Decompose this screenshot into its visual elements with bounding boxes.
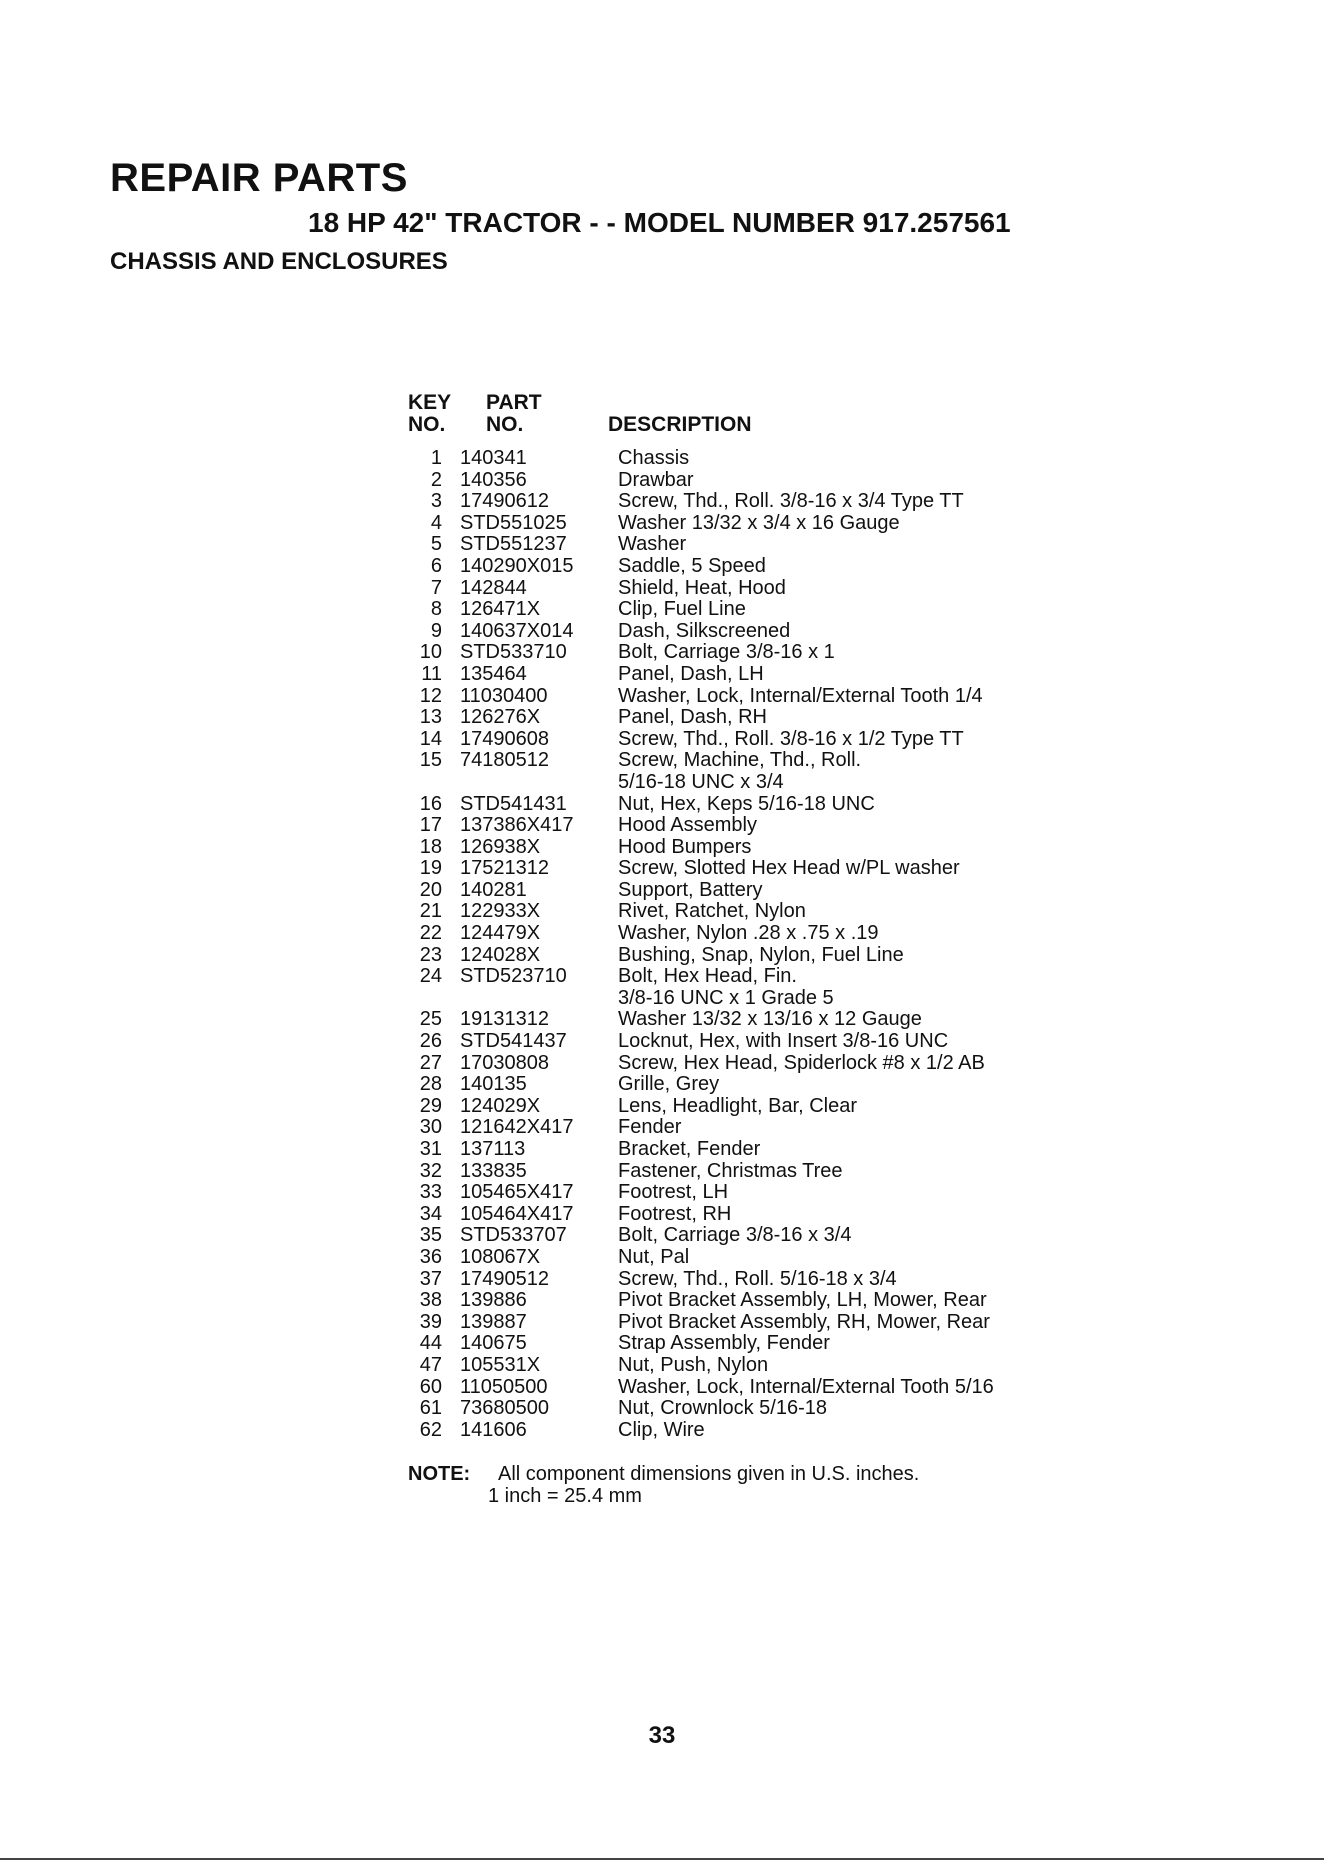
table-row — [408, 1225, 1048, 1247]
key-no-cell: 61 — [419, 1397, 442, 1420]
key-no-cell: 3 — [430, 490, 442, 513]
part-no-cell: STD551237 — [460, 533, 567, 556]
part-no-cell: 11050500 — [460, 1375, 548, 1398]
description-line: Nut, Pal — [618, 1245, 690, 1268]
description-cell — [618, 556, 1048, 578]
description-cell — [618, 513, 1048, 535]
key-no-cell: 20 — [419, 878, 442, 901]
description-cell — [618, 966, 1048, 1009]
table-row — [408, 1377, 1048, 1399]
description-line: Washer 13/32 x 13/16 x 12 Gauge — [618, 1008, 922, 1031]
description-line: Grille, Grey — [618, 1073, 720, 1096]
description-cell — [618, 1269, 1048, 1291]
table-row — [408, 686, 1048, 708]
part-no-cell: 140290X015 — [460, 554, 574, 577]
key-no-cell: 47 — [419, 1353, 442, 1376]
part-no-cell: 17490608 — [460, 727, 549, 750]
description-line: Washer, Lock, Internal/External Tooth 5/16 — [618, 1375, 994, 1398]
part-no-cell: 142844 — [460, 576, 527, 599]
part-no-cell: 137386X417 — [460, 814, 574, 837]
description-line: Drawbar — [618, 468, 694, 491]
part-no-cell: 17490612 — [460, 490, 549, 513]
description-line: Strap Assembly, Fender — [618, 1332, 830, 1355]
key-no-cell: 18 — [419, 835, 442, 858]
description-line: Bolt, Carriage 3/8-16 x 1 — [618, 641, 835, 664]
description-line: Fender — [618, 1116, 682, 1139]
description-line: Support, Battery — [618, 878, 763, 901]
description-cell — [618, 1204, 1048, 1226]
key-no-cell: 16 — [419, 792, 442, 815]
part-no-header — [486, 392, 542, 436]
description-line: Screw, Hex Head, Spiderlock #8 x 1/2 AB — [618, 1051, 985, 1074]
table-row — [408, 621, 1048, 643]
part-no-cell: 133835 — [460, 1159, 527, 1182]
table-row — [408, 556, 1048, 578]
table-row — [408, 1204, 1048, 1226]
key-no-cell: 4 — [430, 511, 442, 534]
table-row — [408, 901, 1048, 923]
description-cell — [618, 901, 1048, 923]
description-line: Screw, Slotted Hex Head w/PL washer — [618, 857, 960, 880]
description-line: Clip, Wire — [618, 1418, 705, 1441]
key-no-cell: 37 — [419, 1267, 442, 1290]
description-line: Dash, Silkscreened — [618, 619, 791, 642]
description-line: Rivet, Ratchet, Nylon — [618, 900, 806, 923]
table-row — [408, 815, 1048, 837]
part-no-cell: 121642X417 — [460, 1116, 574, 1139]
part-no-cell: 140675 — [460, 1332, 527, 1355]
part-no-cell: 74180512 — [460, 749, 549, 772]
part-no-cell: 108067X — [460, 1245, 541, 1268]
part-no-cell: 126276X — [460, 706, 541, 729]
description-cell — [618, 837, 1048, 859]
description-line: Lens, Headlight, Bar, Clear — [618, 1094, 858, 1117]
key-no-cell: 12 — [419, 684, 442, 707]
part-no-cell: 139886 — [460, 1289, 527, 1312]
part-no-cell: 139887 — [460, 1310, 527, 1333]
note-text-line1: All component dimensions given in U.S. inches. — [498, 1463, 920, 1485]
description-line: Saddle, 5 Speed — [618, 554, 766, 577]
part-no-cell: 105531X — [460, 1353, 541, 1376]
description-line: Pivot Bracket Assembly, RH, Mower, Rear — [618, 1310, 990, 1333]
part-no-cell: 73680500 — [460, 1397, 549, 1420]
key-no-cell: 17 — [419, 814, 442, 837]
table-row — [408, 1290, 1048, 1312]
table-row — [408, 578, 1048, 600]
part-no-cell: STD541431 — [460, 792, 567, 815]
description-line: Washer, Nylon .28 x .75 x .19 — [618, 922, 879, 945]
key-no-cell: 25 — [419, 1008, 442, 1031]
key-no-cell: 7 — [430, 576, 442, 599]
description-line: Screw, Machine, Thd., Roll. — [618, 749, 862, 772]
table-row — [408, 923, 1048, 945]
key-no-cell: 33 — [419, 1181, 442, 1204]
description-cell — [618, 858, 1048, 880]
key-no-cell: 24 — [419, 965, 442, 988]
part-no-cell: STD533710 — [460, 641, 567, 664]
description-cell — [618, 1355, 1048, 1377]
description-cell — [618, 1053, 1048, 1075]
table-row — [408, 1398, 1048, 1420]
description-cell — [618, 599, 1048, 621]
key-no-cell: 38 — [419, 1289, 442, 1312]
model-subtitle: 18 HP 42" TRACTOR - - MODEL NUMBER 917.257561 — [308, 207, 1011, 238]
part-no-cell: 141606 — [460, 1418, 527, 1441]
table-row — [408, 599, 1048, 621]
table-row — [408, 729, 1048, 751]
description-cell — [618, 1009, 1048, 1031]
table-row — [408, 534, 1048, 556]
part-no-cell: 140281 — [460, 878, 527, 901]
description-line: Washer, Lock, Internal/External Tooth 1/4 — [618, 684, 983, 707]
part-header-line1: PART — [486, 391, 542, 414]
description-cell — [618, 750, 1048, 793]
description-cell — [618, 1398, 1048, 1420]
description-cell — [618, 1420, 1048, 1442]
table-row — [408, 966, 1048, 1009]
description-cell — [618, 621, 1048, 643]
part-no-cell: STD551025 — [460, 511, 567, 534]
key-no-cell: 6 — [430, 554, 442, 577]
description-cell — [618, 815, 1048, 837]
part-header-line2: NO. — [486, 413, 524, 436]
bottom-rule — [0, 1858, 1324, 1860]
key-no-cell: 8 — [430, 598, 442, 621]
table-row — [408, 1053, 1048, 1075]
part-no-cell: 137113 — [460, 1138, 526, 1160]
table-row — [408, 1333, 1048, 1355]
table-row — [408, 1031, 1048, 1053]
table-row — [408, 470, 1048, 492]
note-text-line2: 1 inch = 25.4 mm — [488, 1485, 642, 1507]
key-no-cell: 32 — [419, 1159, 442, 1182]
part-no-cell: 126471X — [460, 598, 541, 621]
table-row — [408, 448, 1048, 470]
key-no-cell: 39 — [419, 1310, 442, 1333]
description-cell — [618, 1247, 1048, 1269]
description-cell — [618, 534, 1048, 556]
description-line: Screw, Thd., Roll. 3/8-16 x 3/4 Type TT — [618, 490, 964, 513]
key-no-cell: 29 — [419, 1094, 442, 1117]
part-no-cell: STD541437 — [460, 1030, 567, 1053]
table-row — [408, 858, 1048, 880]
description-line: Shield, Heat, Hood — [618, 576, 786, 599]
key-no-cell: 9 — [430, 619, 442, 642]
description-cell — [618, 1333, 1048, 1355]
description-cell — [618, 1290, 1048, 1312]
description-line: Pivot Bracket Assembly, LH, Mower, Rear — [618, 1289, 987, 1312]
key-no-cell: 31 — [419, 1138, 442, 1160]
table-row — [408, 513, 1048, 535]
key-no-cell: 35 — [419, 1224, 442, 1247]
table-row — [408, 1312, 1048, 1334]
note-label: NOTE: — [408, 1463, 471, 1485]
description-line: Bushing, Snap, Nylon, Fuel Line — [618, 943, 904, 966]
description-cell — [618, 448, 1048, 470]
part-no-cell: 17490512 — [460, 1267, 549, 1290]
table-row — [408, 642, 1048, 664]
key-no-cell: 44 — [419, 1332, 442, 1355]
part-no-cell: 135464 — [460, 662, 527, 685]
description-cell — [618, 664, 1048, 686]
description-line: Bracket, Fender — [618, 1138, 761, 1160]
key-no-cell: 34 — [419, 1202, 442, 1225]
description-line: Bolt, Hex Head, Fin. — [618, 965, 797, 988]
description-cell — [618, 923, 1048, 945]
description-header: DESCRIPTION — [608, 413, 752, 436]
part-no-cell: STD533707 — [460, 1224, 567, 1247]
table-row — [408, 1139, 1048, 1161]
key-no-cell: 22 — [419, 922, 442, 945]
description-cell — [618, 945, 1048, 967]
description-cell — [618, 794, 1048, 816]
description-line: Screw, Thd., Roll. 5/16-18 x 3/4 — [618, 1267, 897, 1290]
description-cell — [618, 578, 1048, 600]
table-row — [408, 707, 1048, 729]
part-no-cell: 124028X — [460, 943, 541, 966]
part-no-cell: 124029X — [460, 1094, 541, 1117]
key-no-cell: 28 — [419, 1073, 442, 1096]
part-no-cell: 19131312 — [460, 1008, 549, 1031]
description-cell — [618, 491, 1048, 513]
description-line: Fastener, Christmas Tree — [618, 1159, 843, 1182]
table-row — [408, 1182, 1048, 1204]
description-cell — [618, 1377, 1048, 1399]
table-header — [408, 392, 1048, 436]
description-line: Footrest, LH — [618, 1181, 729, 1204]
table-row — [408, 1161, 1048, 1183]
key-header-line2: NO. — [408, 413, 446, 436]
description-cell — [618, 1096, 1048, 1118]
description-line: Footrest, RH — [618, 1202, 732, 1225]
part-no-cell: 124479X — [460, 922, 541, 945]
description-cell — [618, 686, 1048, 708]
key-no-cell: 62 — [419, 1418, 442, 1441]
table-row — [408, 1247, 1048, 1269]
key-no-cell: 11 — [421, 662, 442, 685]
table-row — [408, 1117, 1048, 1139]
table-row — [408, 1096, 1048, 1118]
description-line: Chassis — [618, 447, 690, 469]
description-cell — [618, 1074, 1048, 1096]
part-no-cell: 140341 — [460, 447, 527, 469]
table-row — [408, 1009, 1048, 1031]
description-line: Hood Assembly — [618, 814, 757, 837]
key-no-cell: 26 — [419, 1030, 442, 1053]
part-no-cell: 105465X417 — [460, 1181, 574, 1204]
parts-list — [408, 448, 1048, 1441]
key-no-cell: 1 — [430, 447, 442, 469]
part-no-cell: 17521312 — [460, 857, 549, 880]
description-line: Washer 13/32 x 3/4 x 16 Gauge — [618, 511, 900, 534]
description-cell — [618, 729, 1048, 751]
table-row — [408, 880, 1048, 902]
description-cell — [618, 1182, 1048, 1204]
part-no-cell: 140637X014 — [460, 619, 574, 642]
parts-table — [408, 391, 1048, 1441]
description-cell — [618, 880, 1048, 902]
description-line: Nut, Hex, Keps 5/16-18 UNC — [618, 792, 875, 815]
table-row — [408, 945, 1048, 967]
key-no-cell: 21 — [419, 900, 442, 923]
part-no-cell: 126938X — [460, 835, 541, 858]
part-no-cell: 105464X417 — [460, 1202, 574, 1225]
section-heading: CHASSIS AND ENCLOSURES — [110, 248, 448, 275]
description-line: Hood Bumpers — [618, 835, 752, 858]
description-line: 5/16-18 UNC x 3/4 — [618, 770, 784, 793]
table-row — [408, 1269, 1048, 1291]
key-no-cell: 13 — [419, 706, 442, 729]
part-no-cell: 140135 — [460, 1073, 527, 1096]
table-row — [408, 794, 1048, 816]
key-no-header — [408, 392, 451, 436]
description-cell — [618, 1225, 1048, 1247]
description-cell — [618, 1117, 1048, 1139]
key-no-cell: 14 — [419, 727, 442, 750]
part-no-cell: 11030400 — [460, 684, 548, 707]
description-cell — [618, 1312, 1048, 1334]
description-cell — [618, 1161, 1048, 1183]
description-line: Panel, Dash, RH — [618, 706, 767, 729]
description-line: 3/8-16 UNC x 1 Grade 5 — [618, 986, 834, 1009]
key-no-cell: 27 — [419, 1051, 442, 1074]
part-no-cell: 17030808 — [460, 1051, 549, 1074]
key-no-cell: 10 — [419, 641, 442, 664]
table-row — [408, 1355, 1048, 1377]
description-line: Panel, Dash, LH — [618, 662, 764, 685]
description-cell — [618, 1139, 1048, 1161]
key-no-cell: 5 — [430, 533, 442, 556]
table-row — [408, 750, 1048, 793]
description-cell — [618, 470, 1048, 492]
description-cell — [618, 642, 1048, 664]
key-no-cell: 2 — [430, 468, 442, 491]
description-line: Nut, Push, Nylon — [618, 1353, 769, 1376]
description-line: Nut, Crownlock 5/16-18 — [618, 1397, 827, 1420]
table-row — [408, 1420, 1048, 1442]
part-no-cell: 122933X — [460, 900, 541, 923]
description-line: Clip, Fuel Line — [618, 598, 746, 621]
page-number: 33 — [648, 1722, 676, 1749]
key-no-cell: 60 — [419, 1375, 442, 1398]
key-no-cell: 19 — [419, 857, 442, 880]
table-row — [408, 1074, 1048, 1096]
key-no-cell: 15 — [419, 749, 442, 772]
table-row — [408, 837, 1048, 859]
part-no-cell: 140356 — [460, 468, 527, 491]
page-title: REPAIR PARTS — [110, 156, 408, 200]
description-cell — [618, 707, 1048, 729]
table-row — [408, 491, 1048, 513]
description-cell — [618, 1031, 1048, 1053]
table-row — [408, 664, 1048, 686]
key-no-cell: 30 — [419, 1116, 442, 1139]
part-no-cell: STD523710 — [460, 965, 567, 988]
description-line: Locknut, Hex, with Insert 3/8-16 UNC — [618, 1030, 949, 1053]
key-no-cell: 23 — [419, 943, 442, 966]
description-line: Washer — [618, 533, 687, 556]
description-line: Bolt, Carriage 3/8-16 x 3/4 — [618, 1224, 852, 1247]
key-no-cell: 36 — [419, 1245, 442, 1268]
key-header-line1: KEY — [408, 391, 452, 414]
description-line: Screw, Thd., Roll. 3/8-16 x 1/2 Type TT — [618, 727, 964, 750]
